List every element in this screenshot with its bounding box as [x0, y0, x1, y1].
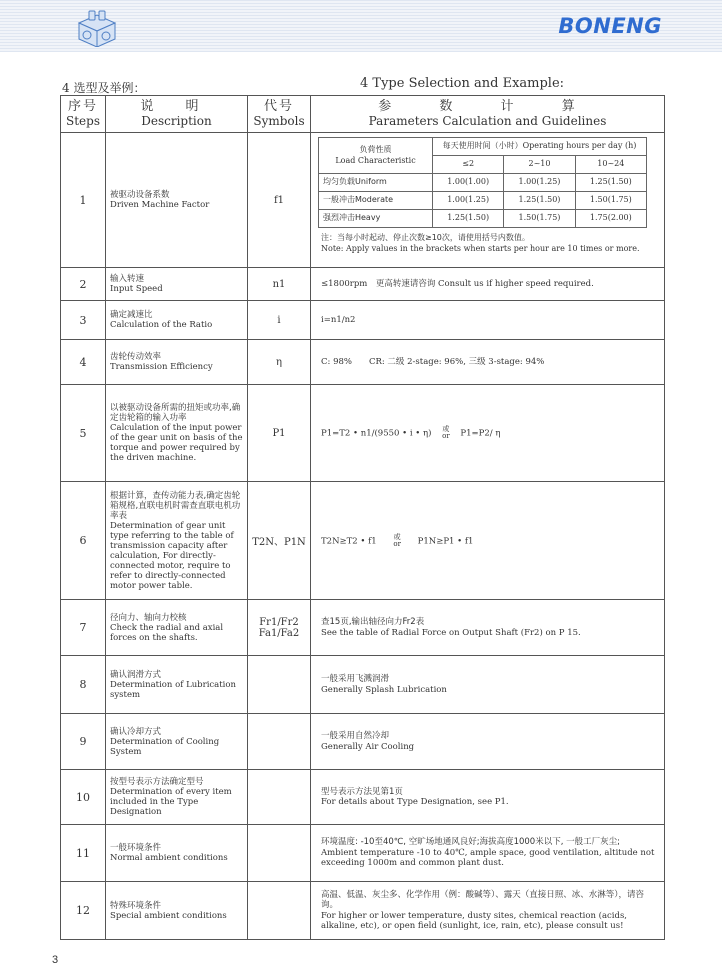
step-description: 特殊环境条件 Special ambient conditions [106, 882, 248, 940]
step-parameters [311, 482, 665, 600]
gear-unit-icon [75, 9, 121, 47]
step-number: 7 [61, 600, 106, 656]
factor-value: 1.75(2.00) [575, 210, 646, 228]
step-parameters: 查15页,输出轴径向力Fr2表 See the table of Radial Force on Output Shaft (Fr2) on P 15. [311, 600, 665, 656]
step-symbol [248, 656, 311, 714]
step-parameters: 型号表示方法见第1页 For details about Type Designation, see P1. [311, 770, 665, 825]
step-description: 确认冷却方式 Determination of Cooling System [106, 714, 248, 770]
table-row [61, 385, 665, 482]
header-parameters: 参 数 计 算 Parameters Calculation and Guidelines [311, 96, 665, 133]
section-title-en: 4 Type Selection and Example: [360, 76, 565, 91]
or-label: 或 or [393, 532, 401, 548]
table-header-row [61, 96, 665, 133]
table-row [61, 600, 665, 656]
step-number: 3 [61, 301, 106, 340]
step-number: 12 [61, 882, 106, 940]
page-header-band [0, 0, 722, 52]
step-number: 11 [61, 825, 106, 882]
table-row [61, 268, 665, 301]
header-steps: 序号 Steps [61, 96, 106, 133]
factor-value: 1.25(1.50) [433, 210, 504, 228]
hours-col: 10~24 [575, 156, 646, 174]
table-row [61, 301, 665, 340]
step-symbol: i [248, 301, 311, 340]
step-description: 被驱动设备系数 Driven Machine Factor [106, 133, 248, 268]
step-parameters: 环境温度: -10至40℃, 空旷场地通风良好;海拔高度1000米以下, 一般工厂灰尘; Ambient temperature -10 to 40℃, ample space, good ventilation, altitude not exceeding 1000m and common plant dust. [311, 825, 665, 882]
load-note: 注：当每小时起动、停止次数≥10次，请使用括号内数值。 Note: Apply values in the brackets when starts per hour are 10 times or more. [321, 233, 640, 253]
step-symbol: n1 [248, 268, 311, 301]
step-symbol [248, 714, 311, 770]
step-symbol: Fr1/Fr2 Fa1/Fa2 [248, 600, 311, 656]
factor-value: 1.00(1.25) [504, 174, 575, 192]
load-type-uniform: 均匀负载Uniform [319, 174, 433, 192]
header-symbols: 代号 Symbols [248, 96, 311, 133]
hours-col: ≤2 [433, 156, 504, 174]
step-description: 齿轮传动效率 Transmission Efficiency [106, 340, 248, 385]
step-description: 输入转速 Input Speed [106, 268, 248, 301]
step-description: 确定减速比 Calculation of the Ratio [106, 301, 248, 340]
table-row [61, 133, 665, 268]
step-parameters: C: 98% CR: 二级 2-stage: 96%, 三级 3-stage: 94% [311, 340, 665, 385]
power-formula: P1N≥P1 • f1 [417, 536, 474, 546]
step-symbol: P1 [248, 385, 311, 482]
step-description: 以被驱动设备所需的扭矩或功率,确定齿轮箱的输入功率 Calculation of the input power of the gear unit on basis of the torque and power required by the driven machine. [106, 385, 248, 482]
step-number: 5 [61, 385, 106, 482]
load-type-heavy: 强烈冲击Heavy [319, 210, 433, 228]
step-symbol: η [248, 340, 311, 385]
step-description: 确认润滑方式 Determination of Lubrication system [106, 656, 248, 714]
step-symbol: T2N、P1N [248, 482, 311, 600]
type-selection-table [60, 95, 665, 940]
hours-col: 2~10 [504, 156, 575, 174]
step-parameters: ≤1800rpm 更高转速请咨询 Consult us if higher speed required. [311, 268, 665, 301]
page-number: 3 [52, 954, 59, 966]
table-row [61, 770, 665, 825]
table-row [61, 714, 665, 770]
load-type-moderate: 一般冲击Moderate [319, 192, 433, 210]
step-number: 2 [61, 268, 106, 301]
table-row [61, 340, 665, 385]
step-number: 6 [61, 482, 106, 600]
factor-value: 1.00(1.25) [433, 192, 504, 210]
step-symbol [248, 882, 311, 940]
header-description: 说 明 Description [106, 96, 248, 133]
step-description: 径向力、轴向力校核 Check the radial and axial forces on the shafts. [106, 600, 248, 656]
brand-logo: BONENG [558, 14, 662, 38]
step-parameters: 一般采用飞溅润滑 Generally Splash Lubrication [311, 656, 665, 714]
step-parameters: i=n1/n2 [311, 301, 665, 340]
factor-value: 1.50(1.75) [504, 210, 575, 228]
factor-value: 1.25(1.50) [504, 192, 575, 210]
step-symbol [248, 825, 311, 882]
table-row [61, 882, 665, 940]
step-description: 一般环境条件 Normal ambient conditions [106, 825, 248, 882]
step-parameters: 高温、低温、灰尘多、化学作用（例：酸碱等）、露天（直接日照、冰、水淋等），请咨询。 For higher or lower temperature, dusty sites, chemical reaction (acids, alkaline, etc), or open field (sunlight, ice, rain, etc), please consult us! [311, 882, 665, 940]
input-power-formula-alt: P1=P2/ η [460, 428, 501, 439]
step-number: 10 [61, 770, 106, 825]
step-number: 9 [61, 714, 106, 770]
step-symbol: f1 [248, 133, 311, 268]
table-row [61, 656, 665, 714]
table-row [61, 482, 665, 600]
step-parameters [311, 385, 665, 482]
factor-value: 1.25(1.50) [575, 174, 646, 192]
section-title-cn: 4 选型及举例： [62, 81, 146, 95]
step-description: 根据计算，查传动能力表,确定齿轮箱规格,直联电机时需查直联电机功率表 Determination of gear unit type referring to the table of transmission capacity after calculation, For directly-connected motor, require to refer to directly-connected motor power table. [106, 482, 248, 600]
load-label-cell: 负荷性质 Load Characteristic [319, 138, 433, 174]
step-number: 8 [61, 656, 106, 714]
step-parameters [311, 133, 665, 268]
step-number: 1 [61, 133, 106, 268]
torque-formula: T2N≥T2 • f1 [321, 536, 377, 546]
hours-header: 每天使用时间（小时）Operating hours per day (h) [433, 138, 647, 156]
factor-value: 1.00(1.00) [433, 174, 504, 192]
or-label: 或 or [442, 425, 450, 440]
input-power-formula: P1=T2 • n1/(9550 • i • η) [321, 428, 432, 439]
table-row [61, 825, 665, 882]
step-parameters: 一般采用自然冷却 Generally Air Cooling [311, 714, 665, 770]
step-description: 按型号表示方法确定型号 Determination of every item included in the Type Designation [106, 770, 248, 825]
factor-value: 1.50(1.75) [575, 192, 646, 210]
step-number: 4 [61, 340, 106, 385]
load-factor-table [318, 137, 647, 228]
step-symbol [248, 770, 311, 825]
